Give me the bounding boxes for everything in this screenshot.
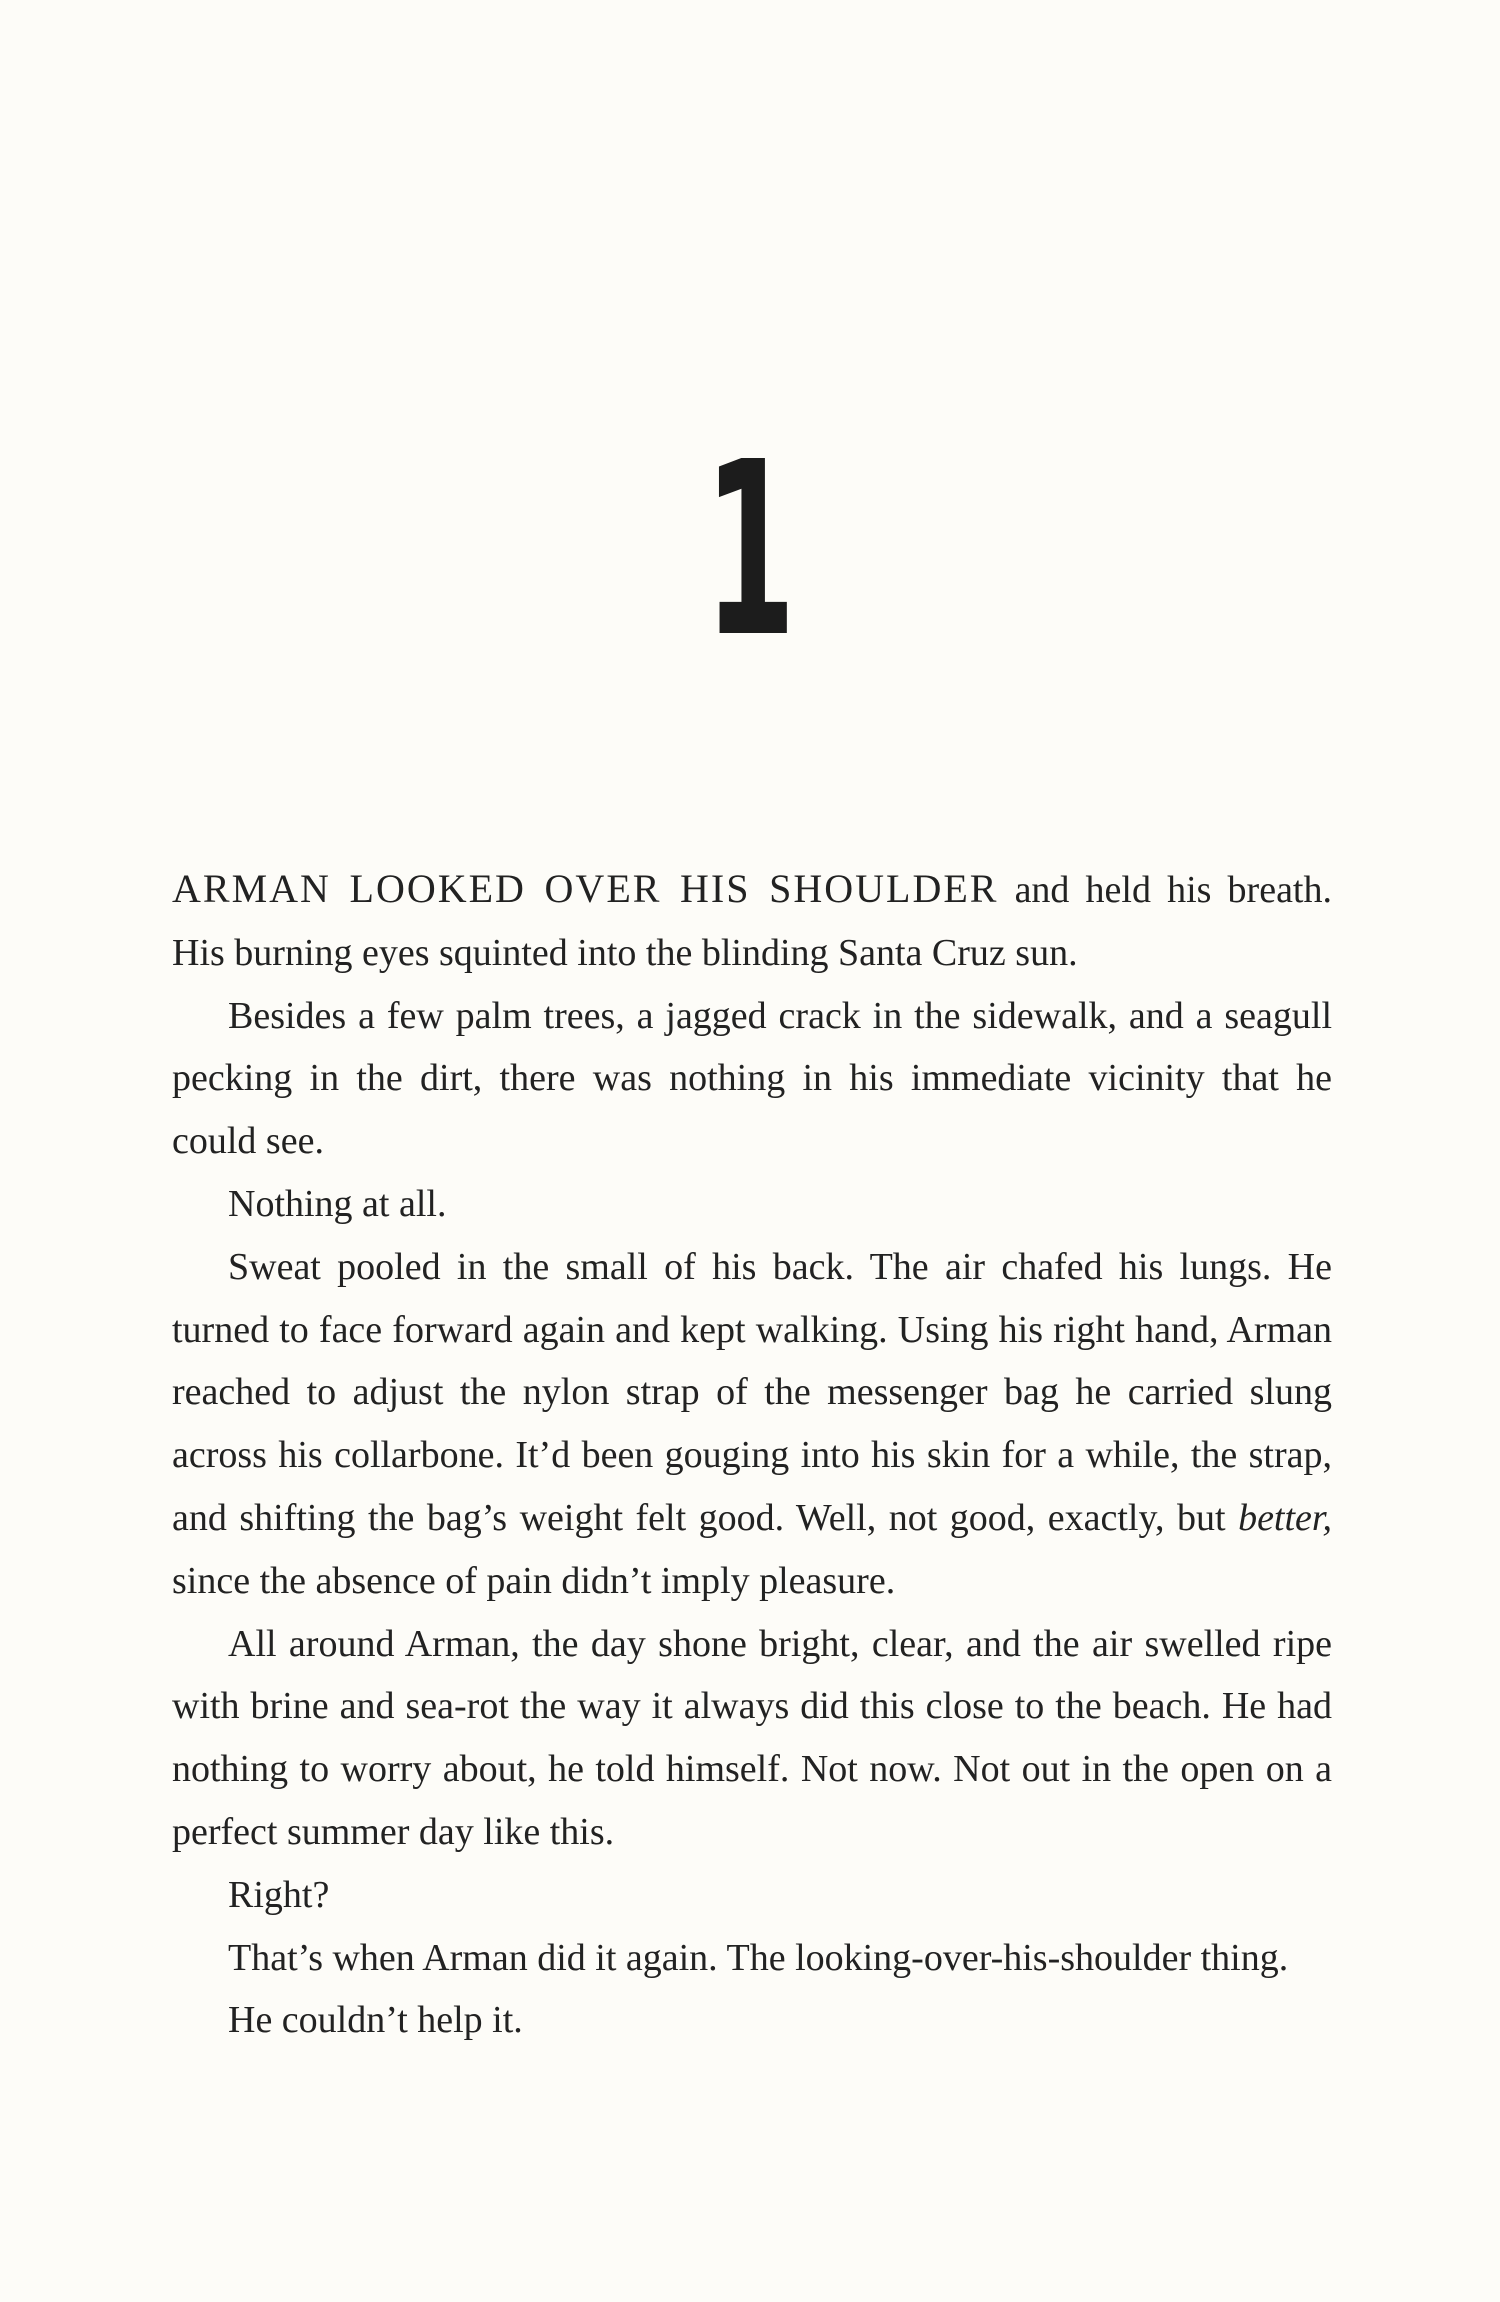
paragraph-6: Right? xyxy=(228,1873,330,1916)
paragraph-8: He couldn’t help it. xyxy=(228,1999,523,2042)
chapter-number: 1 xyxy=(704,410,796,690)
paragraph-2: Besides a few palm trees, a jagged crack in the sidewalk, and a seagull pecking in the dirt, there was nothing in his immediate vicinity that he could see. xyxy=(172,994,1332,1163)
emphasis-better: better, xyxy=(1238,1496,1332,1539)
paragraph-3: Nothing at all. xyxy=(228,1182,447,1225)
paragraph-1 xyxy=(172,858,1332,985)
chapter-body xyxy=(172,858,1332,2052)
paragraph-4-text: Sweat pooled in the small of his back. The air chafed his lungs. He turned to face forward again and kept walking. Using his right hand, Arman reached to adjust the nylon strap of the messenger bag he carried slung across his collarbone. It’d been gouging into his skin for a while, the strap, and shifting the bag’s weight felt good. Well, not good, exactly, but xyxy=(172,1245,1332,1539)
opening-lead-in: ARMAN LOOKED OVER HIS SHOULDER xyxy=(172,866,999,911)
paragraph-4-tail: since the absence of pain didn’t imply pleasure. xyxy=(172,1559,896,1602)
paragraph-5: All around Arman, the day shone bright, clear, and the air swelled ripe with brine and sea-rot the way it always did this close to the beach. He had nothing to worry about, he told himself. Not now. Not out in the open on a perfect summer day like this. xyxy=(172,1622,1332,1853)
paragraph-1-text: and held his breath. His burning eyes squinted into the blinding Santa Cruz sun. xyxy=(172,869,1332,974)
paragraph-4 xyxy=(172,1236,1332,1613)
paragraph-7: That’s when Arman did it again. The looking-over-his-shoulder thing. xyxy=(228,1936,1289,1979)
